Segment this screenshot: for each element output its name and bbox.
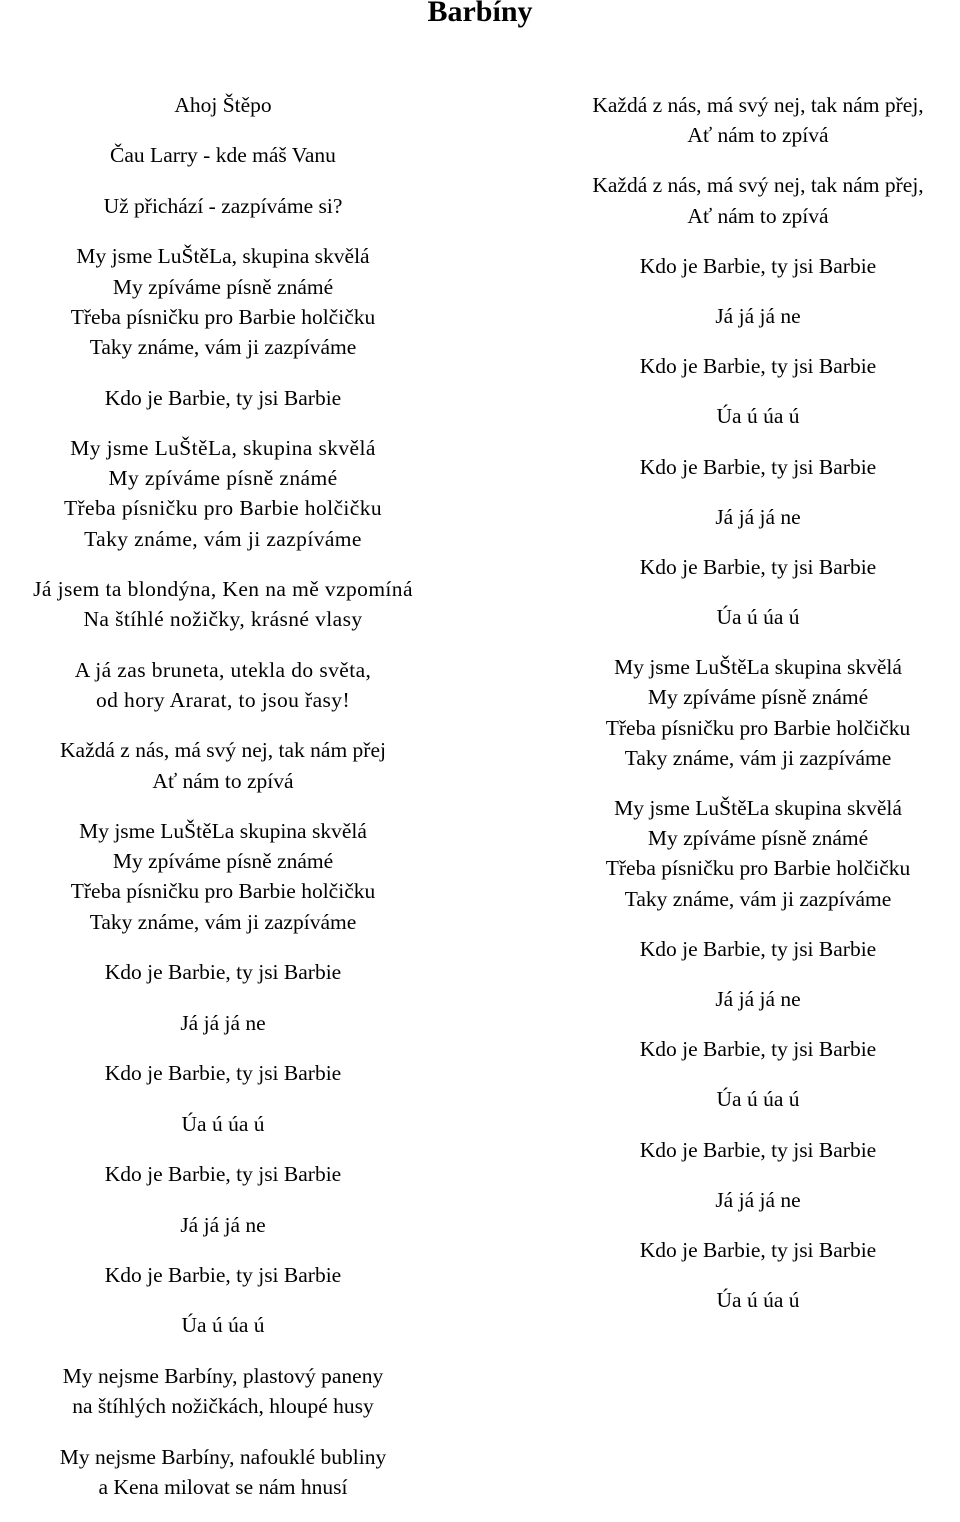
- stanza: [520, 251, 960, 281]
- stanza: [4, 191, 442, 221]
- lyric-line: Každá z nás, má svý nej, tak nám přej,: [592, 93, 924, 117]
- stanza: [520, 984, 960, 1014]
- lyric-line: Kdo je Barbie, ty jsi Barbie: [639, 936, 877, 961]
- stanza: [520, 452, 960, 482]
- stanza: [520, 793, 960, 914]
- lyric-line: Třeba písničku pro Barbie holčičku: [605, 856, 911, 881]
- lyric-line: Já já já ne: [715, 504, 801, 529]
- lyric-line: Každá z nás, má svý nej, tak nám přej: [60, 738, 386, 763]
- lyric-line: Taky známe, vám ji zazpíváme: [89, 335, 357, 360]
- lyric-line: Kdo je Barbie, ty jsi Barbie: [639, 354, 877, 379]
- stanza: [4, 140, 442, 170]
- lyric-line: Třeba písničku pro Barbie holčičku: [63, 496, 383, 521]
- lyric-line: Třeba písničku pro Barbie holčičku: [70, 879, 376, 904]
- lyric-line: Já já já ne: [715, 1187, 801, 1212]
- lyric-line: Taky známe, vám ji zazpíváme: [624, 745, 892, 770]
- lyric-line: Čau Larry - kde máš Vanu: [110, 143, 336, 168]
- lyric-line: Já já já ne: [180, 1010, 266, 1035]
- stanza: [520, 1285, 960, 1315]
- stanza: [520, 301, 960, 331]
- stanza: [4, 957, 442, 987]
- stanza: [4, 1210, 442, 1240]
- lyric-line: Každá z nás, má svý nej, tak nám přej,: [592, 173, 924, 198]
- lyric-line: My nejsme Barbíny, nafouklé bubliny: [59, 1444, 387, 1469]
- lyric-line: Ať nám to zpívá: [152, 768, 294, 793]
- stanza: [520, 1135, 960, 1165]
- lyric-line: Kdo je Barbie, ty jsi Barbie: [639, 454, 877, 479]
- stanza: [4, 90, 442, 120]
- lyric-line: My zpíváme písně známé: [647, 685, 869, 710]
- lyric-line: Na štíhlé nožičky, krásné vlasy: [83, 607, 363, 632]
- stanza: [4, 574, 442, 634]
- lyric-line: My jsme LuŠtěLa skupina skvělá: [79, 819, 367, 844]
- lyric-line: A já zas bruneta, utekla do světa,: [74, 657, 372, 682]
- stanza: [520, 1034, 960, 1064]
- lyric-line: Kdo je Barbie, ty jsi Barbie: [639, 554, 877, 579]
- lyric-line: Úa ú úa ú: [181, 1111, 265, 1136]
- stanza: [520, 1084, 960, 1114]
- lyric-line: Úa ú úa ú: [181, 1313, 265, 1338]
- stanza: [4, 816, 442, 937]
- lyric-line: Já já já ne: [180, 1212, 266, 1237]
- lyric-line: Ať nám to zpívá: [687, 123, 829, 148]
- lyric-line: Třeba písničku pro Barbie holčičku: [70, 304, 376, 329]
- stanza: [520, 351, 960, 381]
- lyric-line: Kdo je Barbie, ty jsi Barbie: [639, 1137, 877, 1162]
- stanza: [4, 1109, 442, 1139]
- stanza: [520, 1185, 960, 1215]
- lyric-line: Kdo je Barbie, ty jsi Barbie: [104, 1162, 342, 1187]
- stanza: [520, 602, 960, 632]
- stanza: [4, 433, 442, 554]
- stanza: [4, 655, 442, 715]
- lyric-line: Kdo je Barbie, ty jsi Barbie: [104, 960, 342, 985]
- lyric-line: Úa ú úa ú: [716, 404, 800, 429]
- stanza: [520, 502, 960, 532]
- stanza: [4, 1159, 442, 1189]
- lyric-line: Taky známe, vám ji zazpíváme: [84, 526, 362, 551]
- lyric-line: Taky známe, vám ji zazpíváme: [624, 886, 892, 911]
- stanza: [520, 552, 960, 582]
- stanza: [4, 1310, 442, 1340]
- lyric-line: na štíhlých nožičkách, hloupé husy: [72, 1394, 374, 1419]
- stanza: [4, 241, 442, 362]
- lyric-line: Už přichází - zazpíváme si?: [103, 193, 343, 218]
- song-title: Barbíny: [427, 0, 533, 28]
- lyric-line: Úa ú úa ú: [716, 605, 800, 630]
- lyric-line: Kdo je Barbie, ty jsi Barbie: [639, 1237, 877, 1262]
- lyrics-left-column: [4, 90, 442, 1522]
- lyric-line: My zpíváme písně známé: [108, 466, 338, 491]
- lyric-line: Třeba písničku pro Barbie holčičku: [605, 715, 911, 740]
- lyric-line: My jsme LuŠtěLa skupina skvělá: [614, 655, 902, 680]
- lyric-line: My jsme LuŠtěLa, skupina skvělá: [76, 244, 370, 269]
- stanza: [520, 401, 960, 431]
- stanza: [4, 735, 442, 795]
- lyric-line: My jsme LuŠtěLa, skupina skvělá: [70, 435, 376, 460]
- stanza: [520, 90, 960, 150]
- lyric-line: Já já já ne: [715, 986, 801, 1011]
- stanza: [4, 383, 442, 413]
- stanza: [520, 934, 960, 964]
- lyric-line: Ahoj Štěpo: [174, 93, 272, 117]
- stanza: [4, 1260, 442, 1290]
- stanza: [520, 170, 960, 230]
- stanza: [4, 1442, 442, 1502]
- lyric-line: Taky známe, vám ji zazpíváme: [89, 909, 357, 934]
- lyric-line: a Kena milovat se nám hnusí: [98, 1474, 348, 1499]
- stanza: [4, 1058, 442, 1088]
- lyric-line: My zpíváme písně známé: [112, 849, 334, 874]
- lyric-line: Kdo je Barbie, ty jsi Barbie: [104, 385, 342, 410]
- stanza: [4, 1361, 442, 1421]
- stanza: [520, 652, 960, 773]
- lyric-line: Úa ú úa ú: [716, 1288, 800, 1313]
- lyrics-right-column: [520, 90, 960, 1335]
- lyric-line: Já jsem ta blondýna, Ken na mě vzpomíná: [33, 577, 413, 602]
- lyric-line: Ať nám to zpívá: [687, 203, 829, 228]
- lyric-line: Kdo je Barbie, ty jsi Barbie: [104, 1263, 342, 1287]
- lyric-line: Kdo je Barbie, ty jsi Barbie: [104, 1061, 342, 1086]
- lyric-line: My zpíváme písně známé: [647, 826, 869, 851]
- lyric-line: Kdo je Barbie, ty jsi Barbie: [639, 1037, 877, 1062]
- lyric-line: Úa ú úa ú: [716, 1087, 800, 1112]
- lyric-line: Já já já ne: [715, 303, 801, 328]
- stanza: [520, 1235, 960, 1265]
- lyric-line: My jsme LuŠtěLa skupina skvělá: [614, 796, 902, 820]
- lyric-line: Kdo je Barbie, ty jsi Barbie: [639, 253, 877, 278]
- lyric-line: My zpíváme písně známé: [112, 274, 334, 299]
- lyric-line: My nejsme Barbíny, plastový paneny: [62, 1363, 384, 1388]
- stanza: [4, 1008, 442, 1038]
- lyric-line: od hory Ararat, to jsou řasy!: [95, 687, 351, 712]
